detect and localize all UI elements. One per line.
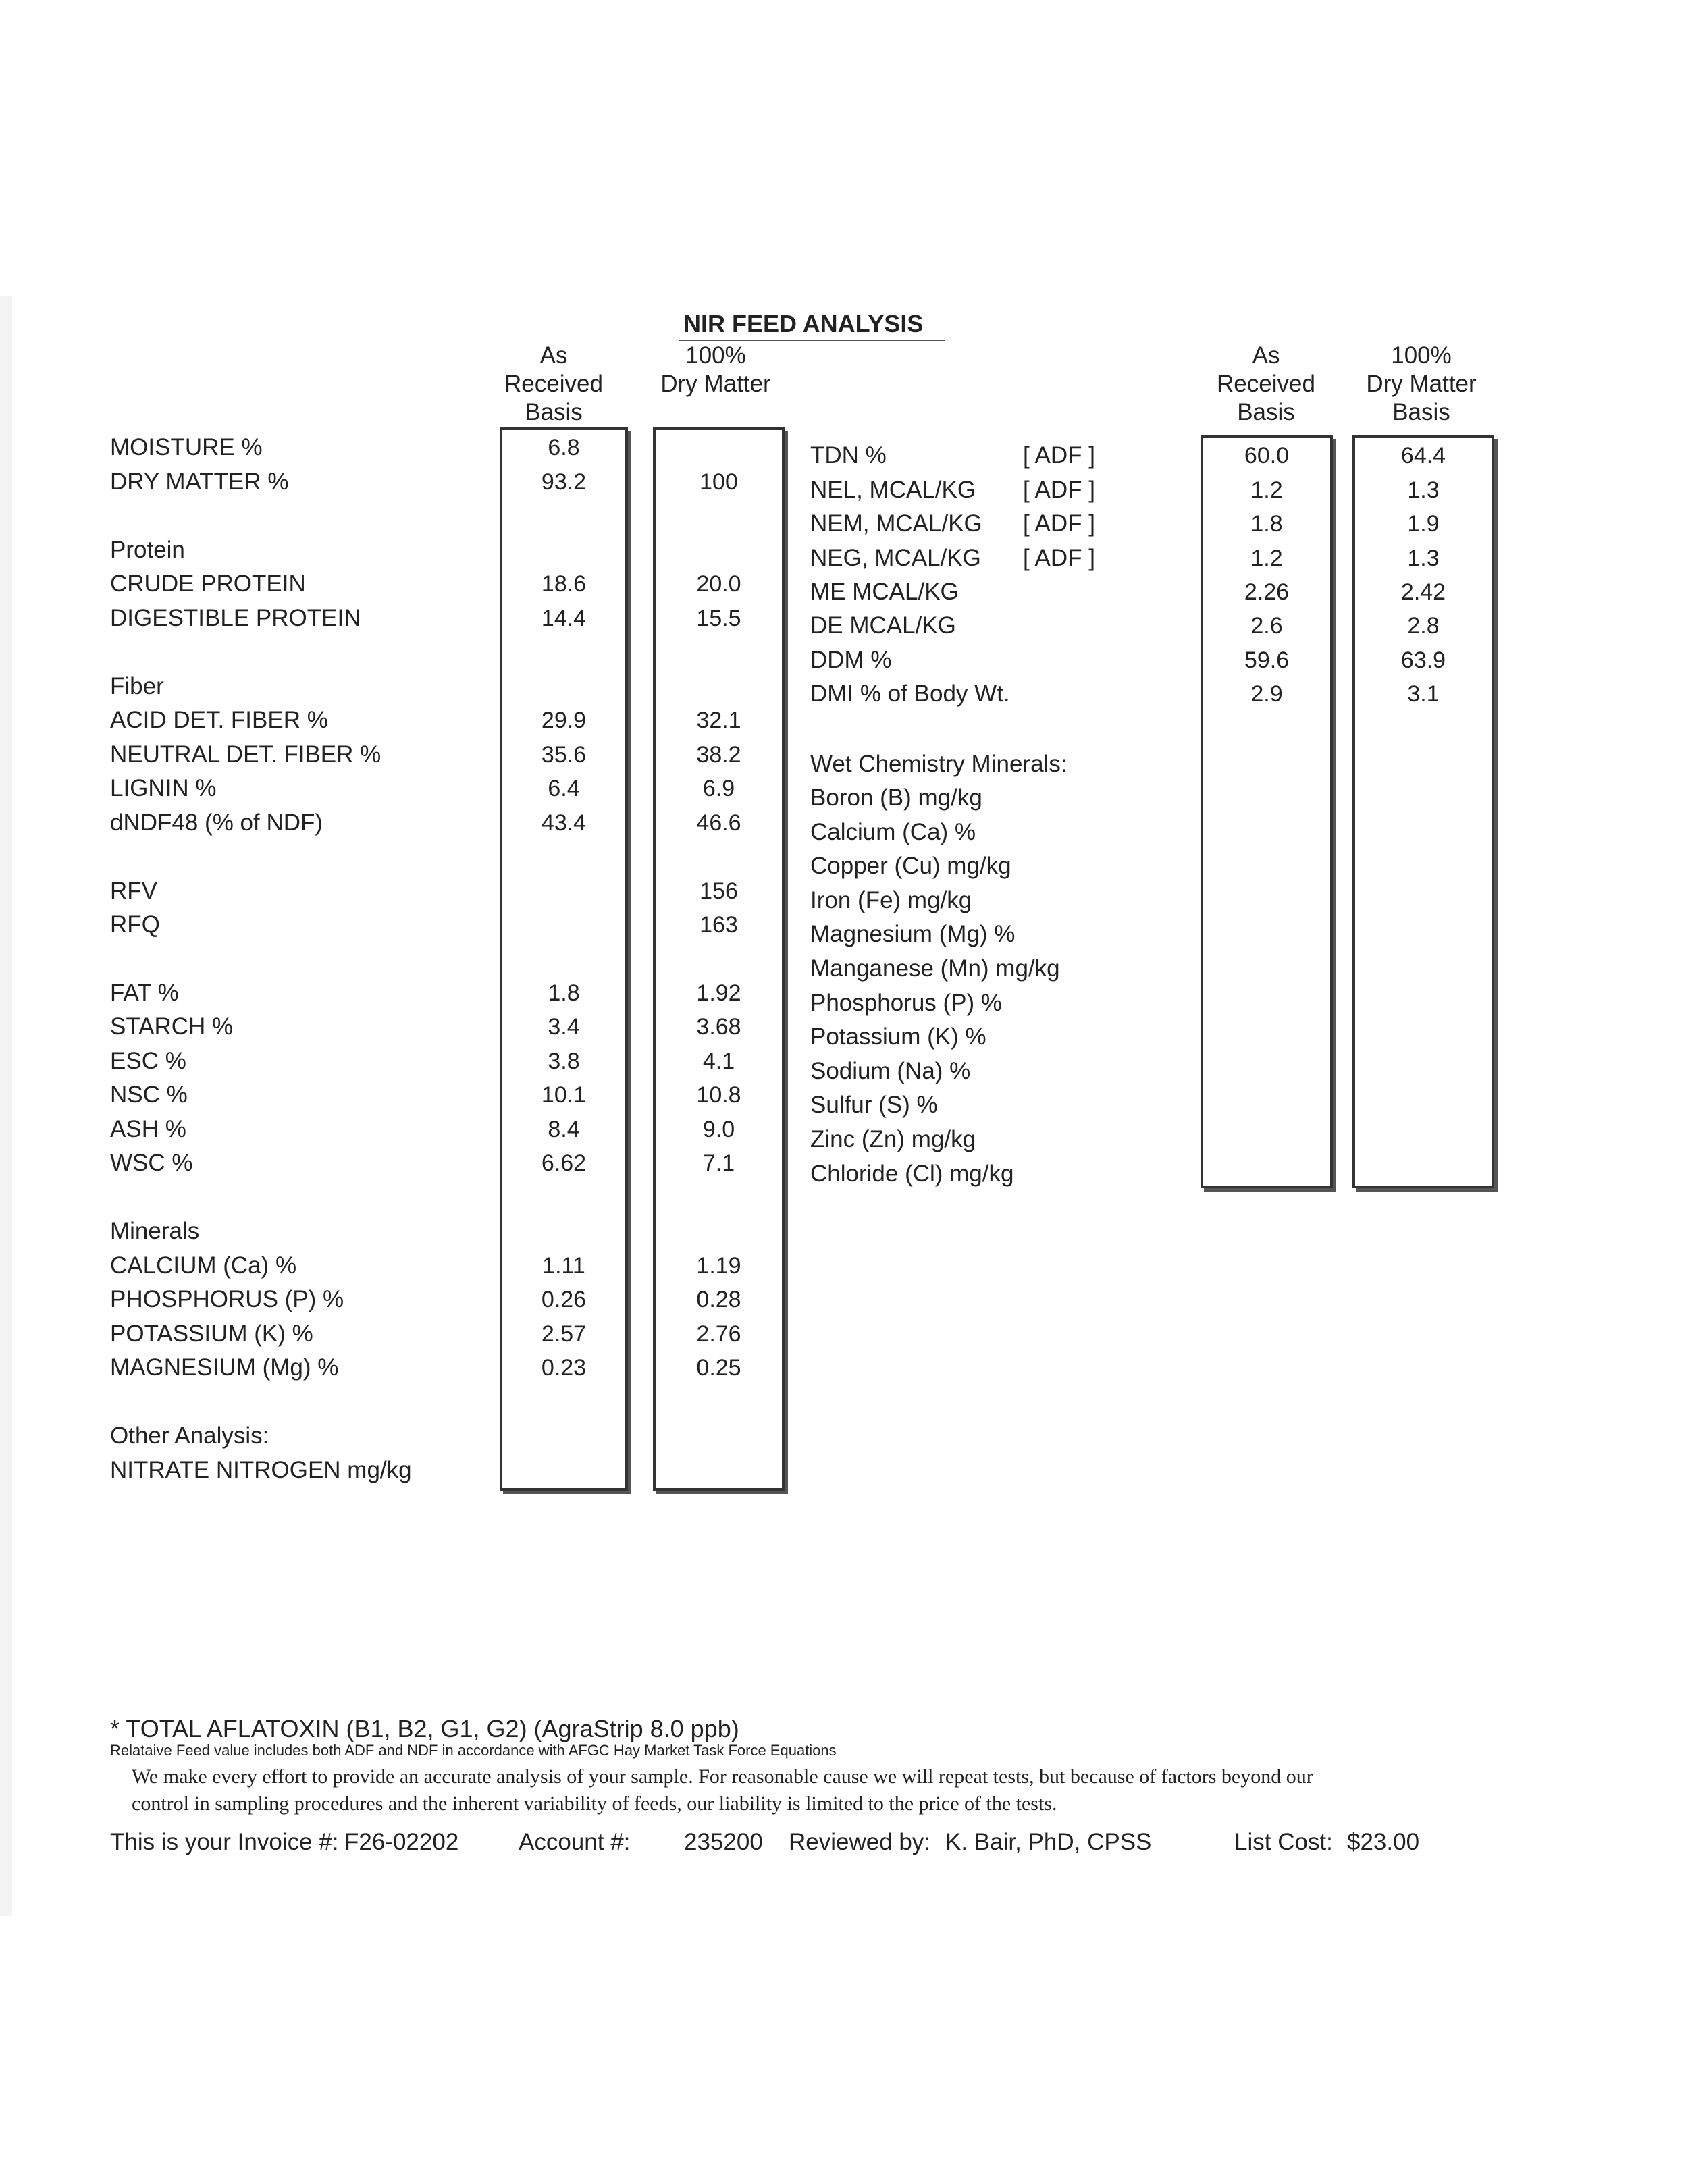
dry-matter-value: 3.68 (696, 1014, 741, 1040)
adf-note: [ ADF ] (1023, 477, 1095, 503)
right-as-received-header-1: As (1252, 342, 1280, 369)
row-label: ACID DET. FIBER % (110, 707, 328, 733)
energy-as-received-value: 1.8 (1250, 511, 1283, 537)
dry-matter-value: 1.92 (696, 980, 741, 1006)
dry-matter-value: 32.1 (696, 708, 741, 733)
wet-chem-item: Manganese (Mn) mg/kg (810, 955, 1060, 982)
right-dry-matter-header-2: Dry Matter (1366, 371, 1477, 397)
dry-matter-value: 9.0 (702, 1117, 735, 1142)
as-received-value: 0.23 (541, 1355, 587, 1381)
as-received-value: 2.57 (541, 1321, 587, 1347)
energy-row-label: ME MCAL/KG (810, 579, 959, 605)
row-label: RFV (110, 878, 157, 904)
list-cost-label: List Cost: (1234, 1829, 1333, 1855)
title-underline (679, 340, 945, 341)
as-received-value: 6.4 (548, 776, 580, 801)
aflatoxin-line: * TOTAL AFLATOXIN (B1, B2, G1, G2) (AgraStrip 8.0 ppb) (110, 1715, 739, 1742)
dry-matter-value: 1.19 (696, 1253, 741, 1279)
row-label: Fiber (110, 673, 164, 699)
energy-dry-matter-value: 2.42 (1400, 579, 1446, 605)
energy-dry-matter-value: 1.9 (1407, 511, 1440, 537)
as-received-value: 18.6 (541, 571, 587, 597)
right-as-received-header-3: Basis (1237, 399, 1295, 425)
energy-as-received-value: 1.2 (1250, 545, 1283, 571)
reviewed-label: Reviewed by: (789, 1829, 931, 1855)
account-label: Account #: (519, 1829, 631, 1855)
as-received-value: 0.26 (541, 1287, 587, 1312)
row-label: CRUDE PROTEIN (110, 570, 306, 597)
dry-matter-value: 156 (700, 878, 738, 904)
energy-row-label: DDM % (810, 647, 892, 673)
energy-dry-matter-value: 63.9 (1400, 647, 1446, 673)
energy-as-received-value: 2.6 (1250, 613, 1283, 639)
row-label: WSC % (110, 1150, 193, 1176)
as-received-value: 6.62 (541, 1150, 587, 1176)
as-received-value: 1.11 (542, 1253, 585, 1279)
dry-matter-value: 6.9 (702, 776, 735, 801)
row-label: NEUTRAL DET. FIBER % (110, 741, 381, 768)
right-dry-matter-header-1: 100% (1391, 342, 1452, 369)
as-received-value: 1.8 (548, 980, 580, 1006)
dry-matter-value: 0.28 (696, 1287, 741, 1312)
dry-matter-value: 0.25 (696, 1355, 741, 1381)
account-number: 235200 (684, 1829, 763, 1855)
dry-matter-value: 100 (700, 469, 738, 495)
adf-note: [ ADF ] (1023, 510, 1095, 537)
row-label: PHOSPHORUS (P) % (110, 1286, 344, 1312)
list-cost-value: $23.00 (1347, 1829, 1420, 1855)
wet-chem-item: Iron (Fe) mg/kg (810, 887, 972, 913)
rfv-note: Relataive Feed value includes both ADF and NDF in accordance with AFGC Hay Market Task Force Equations (110, 1742, 837, 1759)
wet-chem-item: Sodium (Na) % (810, 1058, 971, 1084)
as-received-value: 93.2 (541, 469, 587, 495)
dry-matter-value: 163 (700, 912, 738, 938)
energy-as-received-value: 2.26 (1244, 579, 1290, 605)
row-label: FAT % (110, 980, 179, 1006)
row-label: CALCIUM (Ca) % (110, 1252, 297, 1279)
energy-row-label: NEM, MCAL/KG (810, 510, 982, 537)
invoice-label: This is your Invoice #: (110, 1829, 339, 1855)
energy-as-received-value: 59.6 (1244, 647, 1290, 673)
reviewer-name: K. Bair, PhD, CPSS (945, 1829, 1152, 1855)
left-as-received-header-2: Received (504, 371, 603, 397)
row-label: NITRATE NITROGEN mg/kg (110, 1457, 412, 1483)
row-label: dNDF48 (% of NDF) (110, 809, 323, 836)
report-title: NIR FEED ANALYSIS (683, 310, 924, 338)
energy-dry-matter-value: 2.8 (1407, 613, 1440, 639)
dry-matter-value: 20.0 (696, 571, 741, 597)
row-label: RFQ (110, 911, 160, 938)
as-received-value: 29.9 (541, 708, 587, 733)
wet-chem-item: Calcium (Ca) % (810, 819, 976, 845)
energy-dry-matter-value: 1.3 (1407, 477, 1440, 503)
wet-chem-item: Boron (B) mg/kg (810, 784, 982, 811)
row-label: STARCH % (110, 1013, 234, 1040)
row-label: NSC % (110, 1082, 188, 1108)
invoice-number: F26-02202 (344, 1829, 459, 1855)
adf-note: [ ADF ] (1023, 442, 1095, 469)
row-label: LIGNIN % (110, 775, 217, 801)
dry-matter-value: 46.6 (696, 810, 741, 836)
as-received-value: 35.6 (541, 742, 587, 768)
dry-matter-value: 2.76 (696, 1321, 741, 1347)
wet-chem-item: Phosphorus (P) % (810, 990, 1003, 1016)
wet-chem-item: Potassium (K) % (810, 1023, 986, 1050)
page-edge-shadow (0, 296, 12, 1916)
left-dry-matter-header-1: 100% (685, 342, 746, 369)
row-label: ESC % (110, 1048, 186, 1074)
row-label: MAGNESIUM (Mg) % (110, 1354, 339, 1381)
energy-row-label: TDN % (810, 442, 887, 469)
row-label: Other Analysis: (110, 1422, 269, 1449)
right-as-received-header-2: Received (1217, 371, 1315, 397)
as-received-value: 14.4 (541, 606, 587, 631)
energy-row-label: DMI % of Body Wt. (810, 681, 1010, 707)
as-received-value: 43.4 (541, 810, 587, 836)
left-dry-matter-header-2: Dry Matter (660, 371, 771, 397)
energy-as-received-value: 1.2 (1250, 477, 1283, 503)
energy-dry-matter-value: 3.1 (1407, 681, 1440, 707)
energy-as-received-value: 2.9 (1250, 681, 1283, 707)
wet-chem-heading: Wet Chemistry Minerals: (810, 751, 1067, 777)
right-dry-matter-header-3: Basis (1392, 399, 1450, 425)
wet-chem-item: Zinc (Zn) mg/kg (810, 1126, 976, 1152)
energy-as-received-value: 60.0 (1244, 443, 1290, 469)
wet-chem-item: Sulfur (S) % (810, 1092, 938, 1118)
as-received-value: 3.8 (548, 1048, 580, 1074)
dry-matter-value: 7.1 (702, 1150, 735, 1176)
row-label: DIGESTIBLE PROTEIN (110, 605, 361, 631)
as-received-value: 10.1 (541, 1082, 587, 1108)
left-as-received-header-1: As (539, 342, 568, 369)
disclaimer-line-1: We make every effort to provide an accurate analysis of your sample. For reasonable cause we will repeat tests, but because of factors beyond our (132, 1765, 1313, 1788)
as-received-value: 3.4 (548, 1014, 580, 1040)
energy-row-label: NEG, MCAL/KG (810, 545, 981, 571)
row-label: DRY MATTER % (110, 469, 289, 495)
disclaimer-line-2: control in sampling procedures and the inherent variability of feeds, our liability is limited to the price of the tests. (132, 1792, 1057, 1815)
dry-matter-value: 15.5 (696, 606, 741, 631)
energy-row-label: DE MCAL/KG (810, 612, 956, 639)
dry-matter-value: 10.8 (696, 1082, 741, 1108)
adf-note: [ ADF ] (1023, 545, 1095, 571)
energy-dry-matter-value: 1.3 (1407, 545, 1440, 571)
left-as-received-header-3: Basis (525, 399, 583, 425)
wet-chem-item: Copper (Cu) mg/kg (810, 853, 1011, 879)
wet-chem-item: Chloride (Cl) mg/kg (810, 1161, 1014, 1187)
wet-chem-item: Magnesium (Mg) % (810, 921, 1016, 947)
as-received-value: 8.4 (548, 1117, 580, 1142)
row-label: MOISTURE % (110, 434, 263, 460)
energy-row-label: NEL, MCAL/KG (810, 477, 976, 503)
dry-matter-value: 38.2 (696, 742, 741, 768)
row-label: Protein (110, 537, 185, 563)
dry-matter-value: 4.1 (702, 1048, 735, 1074)
row-label: Minerals (110, 1218, 200, 1244)
row-label: ASH % (110, 1116, 186, 1142)
as-received-value: 6.8 (548, 435, 580, 460)
energy-dry-matter-value: 64.4 (1400, 443, 1446, 469)
row-label: POTASSIUM (K) % (110, 1321, 313, 1347)
